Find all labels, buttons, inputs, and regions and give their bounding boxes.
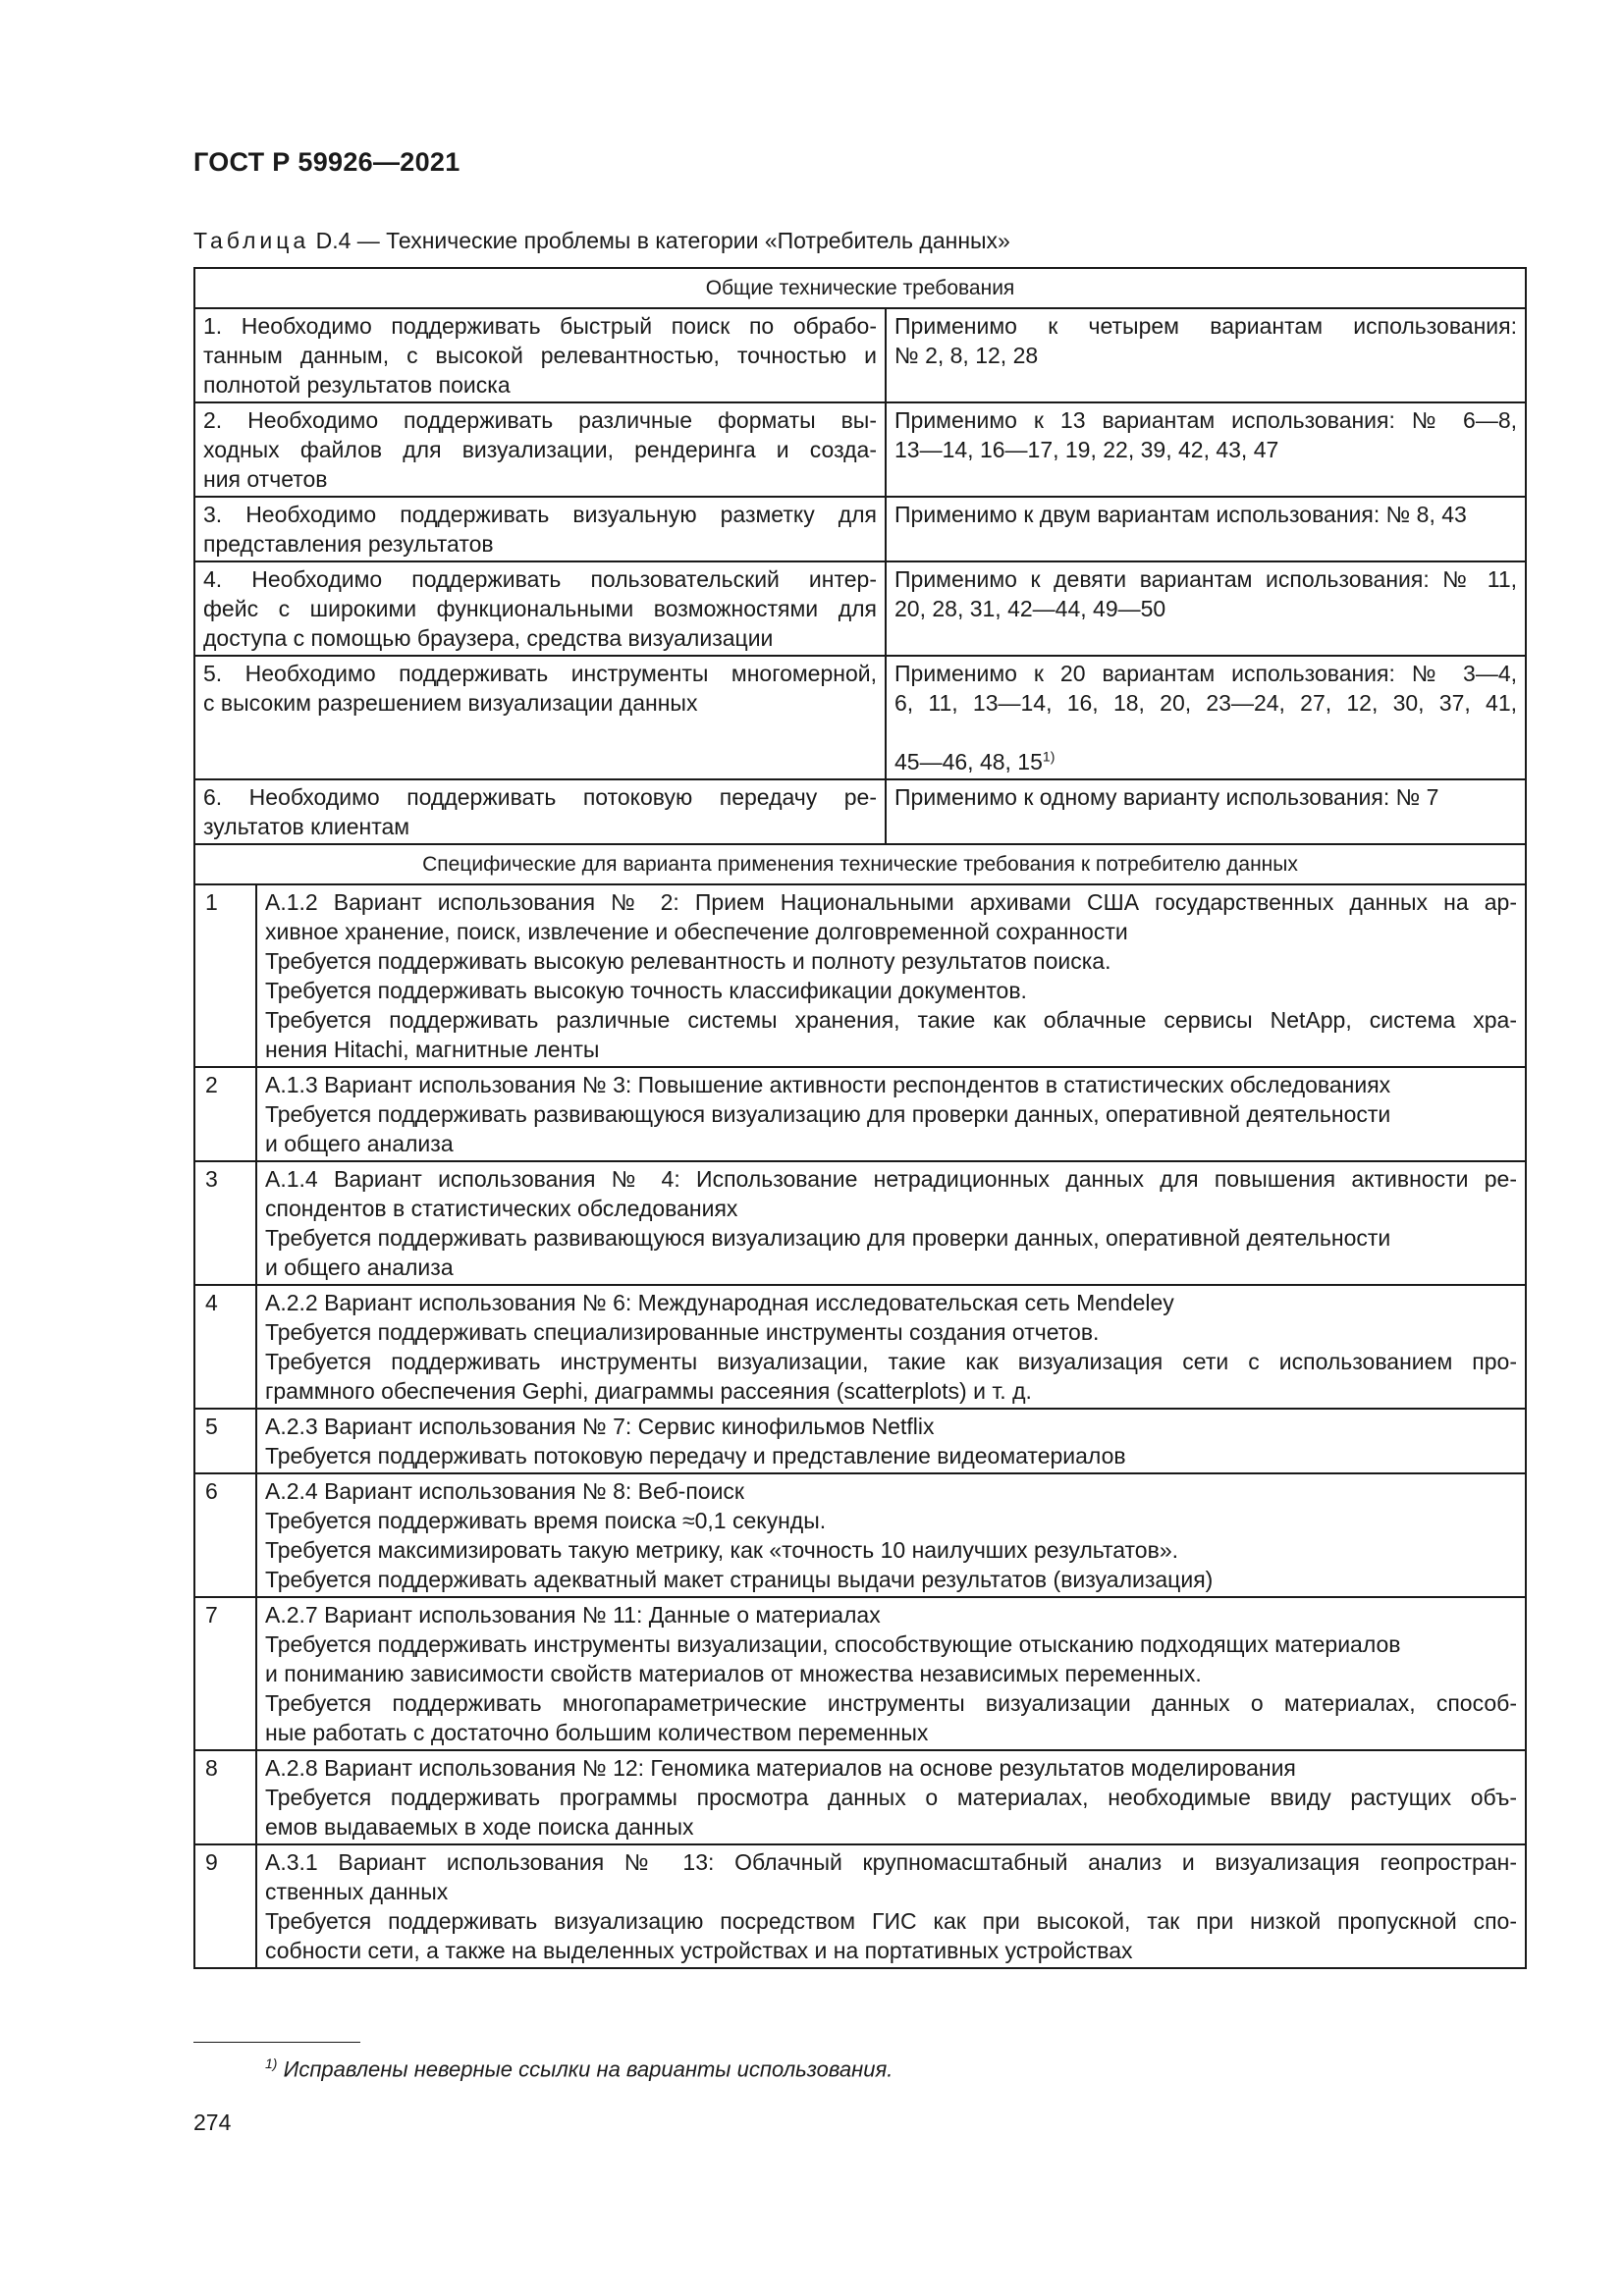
cell-line: граммного обеспечения Gephi, диаграммы рассеяния (scatterplots) и т. д.	[265, 1378, 1032, 1404]
row-number: 6	[194, 1473, 256, 1597]
caption-text: D.4 — Технические проблемы в категории «Потребитель данных»	[315, 228, 1010, 253]
specific-requirement-cell	[256, 1597, 1526, 1750]
cell-line: Применимо к одному варианту использования: № 7	[894, 784, 1439, 810]
specific-requirement-row	[194, 1844, 1526, 1968]
cell-line: 13—14, 16—17, 19, 22, 39, 42, 43, 47	[894, 437, 1279, 462]
specific-requirement-row	[194, 1067, 1526, 1161]
row-number: 2	[194, 1067, 256, 1161]
row-number: 3	[194, 1161, 256, 1285]
cell-line: А.1.2 Вариант использования № 2: Прием Национальными архивами США государственных данных на ар-	[265, 889, 1517, 915]
cell-line: Требуется поддерживать высокую релевантность и полноту результатов поиска.	[265, 948, 1111, 974]
cell-line: Требуется поддерживать потоковую передачу и представление видеоматериалов	[265, 1443, 1126, 1468]
cell-line: доступа с помощью браузера, средства визуализации	[203, 625, 774, 651]
cell-line: спондентов в статистических обследованиях	[265, 1196, 738, 1221]
section-header-row	[194, 268, 1526, 308]
cell-line: фейс с широкими функциональными возможностями для	[203, 596, 877, 621]
general-requirement-row	[194, 561, 1526, 656]
document-header: ГОСТ Р 59926—2021	[193, 147, 460, 177]
general-requirement-row	[194, 497, 1526, 561]
requirement-cell	[194, 497, 886, 561]
applicability-cell	[886, 656, 1526, 779]
specific-requirement-row	[194, 1409, 1526, 1473]
row-number: 1	[194, 884, 256, 1067]
cell-line: ные работать с достаточно большим количеством переменных	[265, 1720, 929, 1745]
specific-requirement-cell	[256, 1285, 1526, 1409]
specific-section-title: Специфические для варианта применения технические требования к потребителю данных	[194, 844, 1526, 884]
row-number: 7	[194, 1597, 256, 1750]
cell-line: А.2.3 Вариант использования № 7: Сервис кинофильмов Netflix	[265, 1414, 935, 1439]
footnote	[265, 2056, 893, 2082]
specific-requirement-row	[194, 1750, 1526, 1844]
specific-requirement-row	[194, 1597, 1526, 1750]
cell-line: и общего анализа	[265, 1131, 454, 1156]
cell-line: А.2.7 Вариант использования № 11: Данные о материалах	[265, 1602, 881, 1628]
specific-requirement-row	[194, 884, 1526, 1067]
cell-line: 45—46, 48, 15	[894, 749, 1043, 774]
page-number: 274	[193, 2109, 232, 2135]
cell-line: 4. Необходимо поддерживать пользовательский интер-	[203, 566, 877, 592]
footnote-ref: 1)	[1042, 748, 1056, 765]
cell-line: Требуется поддерживать различные системы хранения, такие как облачные сервисы NetApp, система хра-	[265, 1007, 1517, 1033]
specific-requirement-cell	[256, 1473, 1526, 1597]
cell-line: 6, 11, 13—14, 16, 18, 20, 23—24, 27, 12, 30, 37, 41,	[894, 690, 1517, 716]
cell-line: Требуется поддерживать адекватный макет страницы выдачи результатов (визуализация)	[265, 1567, 1214, 1592]
cell-line: хивное хранение, поиск, извлечение и обеспечение долговременной сохранности	[265, 919, 1128, 944]
cell-line: № 2, 8, 12, 28	[894, 343, 1039, 368]
cell-line: танным данным, с высокой релевантностью, точностью и	[203, 343, 877, 368]
cell-line: Требуется поддерживать инструменты визуализации, способствующие отысканию подходящих материалов	[265, 1631, 1401, 1657]
cell-line: Требуется поддерживать развивающуюся визуализацию для проверки данных, оперативной деятельности	[265, 1225, 1391, 1251]
cell-line: Требуется поддерживать визуализацию посредством ГИС как при высокой, так при низкой пропускной спо-	[265, 1908, 1517, 1934]
cell-line: Требуется поддерживать программы просмотра данных о материалах, необходимые ввиду растущих объ-	[265, 1785, 1517, 1810]
requirement-cell	[194, 308, 886, 402]
requirement-cell	[194, 779, 886, 844]
cell-line: представления результатов	[203, 531, 494, 557]
cell-line: зультатов клиентам	[203, 814, 410, 839]
applicability-cell	[886, 402, 1526, 497]
cell-line: Требуется поддерживать время поиска ≈0,1 секунды.	[265, 1508, 827, 1533]
cell-line: А.2.8 Вариант использования № 12: Геномика материалов на основе результатов моделирования	[265, 1755, 1296, 1781]
cell-line: А.2.4 Вариант использования № 8: Веб-поиск	[265, 1478, 744, 1504]
cell-line: Требуется поддерживать инструменты визуализации, такие как визуализация сети с использованием про-	[265, 1349, 1517, 1374]
caption-prefix: Таблица	[193, 228, 310, 253]
footnote-text: Исправлены неверные ссылки на варианты использования.	[283, 2056, 893, 2082]
cell-line: 20, 28, 31, 42—44, 49—50	[894, 596, 1166, 621]
cell-line: 3. Необходимо поддерживать визуальную разметку для	[203, 502, 877, 527]
cell-line: и общего анализа	[265, 1255, 454, 1280]
specific-requirement-row	[194, 1473, 1526, 1597]
cell-line: полнотой результатов поиска	[203, 372, 511, 398]
cell-line: нения Hitachi, магнитные ленты	[265, 1037, 600, 1062]
cell-line: Требуется поддерживать многопараметрические инструменты визуализации данных о материалах, способ-	[265, 1690, 1517, 1716]
cell-line: А.1.4 Вариант использования № 4: Использование нетрадиционных данных для повышения активности ре-	[265, 1166, 1517, 1192]
cell-line: Требуется максимизировать такую метрику, как «точность 10 наилучших результатов».	[265, 1537, 1178, 1563]
general-requirement-row	[194, 308, 1526, 402]
cell-line: 6. Необходимо поддерживать потоковую передачу ре-	[203, 784, 877, 810]
general-requirement-row	[194, 779, 1526, 844]
cell-line: Применимо к девяти вариантам использования: № 11,	[894, 566, 1517, 592]
cell-line: Применимо к двум вариантам использования: № 8, 43	[894, 502, 1467, 527]
applicability-cell	[886, 497, 1526, 561]
cell-line: 2. Необходимо поддерживать различные форматы вы-	[203, 407, 877, 433]
requirement-cell	[194, 402, 886, 497]
general-requirement-row	[194, 402, 1526, 497]
specific-requirement-cell	[256, 1409, 1526, 1473]
cell-line: Требуется поддерживать специализированные инструменты создания отчетов.	[265, 1319, 1100, 1345]
cell-line: и пониманию зависимости свойств материалов от множества независимых переменных.	[265, 1661, 1202, 1686]
specific-requirement-cell	[256, 1844, 1526, 1968]
cell-line: емов выдаваемых в ходе поиска данных	[265, 1814, 694, 1840]
table-caption	[193, 228, 1010, 254]
applicability-cell	[886, 308, 1526, 402]
specific-requirement-cell	[256, 1067, 1526, 1161]
row-number: 9	[194, 1844, 256, 1968]
cell-line: Применимо к четырем вариантам использования:	[894, 313, 1517, 339]
cell-line: А.3.1 Вариант использования № 13: Облачный крупномасштабный анализ и визуализация геопростран-	[265, 1849, 1517, 1875]
cell-line: ния отчетов	[203, 466, 328, 492]
requirement-cell	[194, 561, 886, 656]
cell-line: Применимо к 20 вариантам использования: № 3—4,	[894, 661, 1517, 686]
specific-requirement-row	[194, 1285, 1526, 1409]
specific-requirement-cell	[256, 1750, 1526, 1844]
specific-requirement-cell	[256, 1161, 1526, 1285]
requirements-table	[193, 267, 1527, 1969]
applicability-cell	[886, 779, 1526, 844]
section-header-row	[194, 844, 1526, 884]
specific-requirement-row	[194, 1161, 1526, 1285]
cell-line: А.2.2 Вариант использования № 6: Международная исследовательская сеть Mendeley	[265, 1290, 1174, 1315]
cell-line: 5. Необходимо поддерживать инструменты многомерной,	[203, 661, 877, 686]
cell-line: А.1.3 Вариант использования № 3: Повышение активности респондентов в статистических обследованиях	[265, 1072, 1391, 1097]
footnote-divider	[193, 2042, 360, 2043]
specific-requirement-cell	[256, 884, 1526, 1067]
row-number: 4	[194, 1285, 256, 1409]
cell-line: собности сети, а также на выделенных устройствах и на портативных устройствах	[265, 1938, 1133, 1963]
general-requirement-row	[194, 656, 1526, 779]
cell-line: Применимо к 13 вариантам использования: № 6—8,	[894, 407, 1517, 433]
cell-line: ходных файлов для визуализации, рендеринга и созда-	[203, 437, 877, 462]
applicability-cell	[886, 561, 1526, 656]
row-number: 8	[194, 1750, 256, 1844]
cell-line: Требуется поддерживать развивающуюся визуализацию для проверки данных, оперативной деятельности	[265, 1101, 1391, 1127]
general-section-title: Общие технические требования	[194, 268, 1526, 308]
cell-line: 1. Необходимо поддерживать быстрый поиск по обрабо-	[203, 313, 877, 339]
cell-line: с высоким разрешением визуализации данных	[203, 690, 698, 716]
cell-line: ственных данных	[265, 1879, 449, 1904]
requirement-cell	[194, 656, 886, 779]
cell-line: Требуется поддерживать высокую точность классификации документов.	[265, 978, 1027, 1003]
row-number: 5	[194, 1409, 256, 1473]
footnote-marker: 1)	[265, 2056, 278, 2071]
